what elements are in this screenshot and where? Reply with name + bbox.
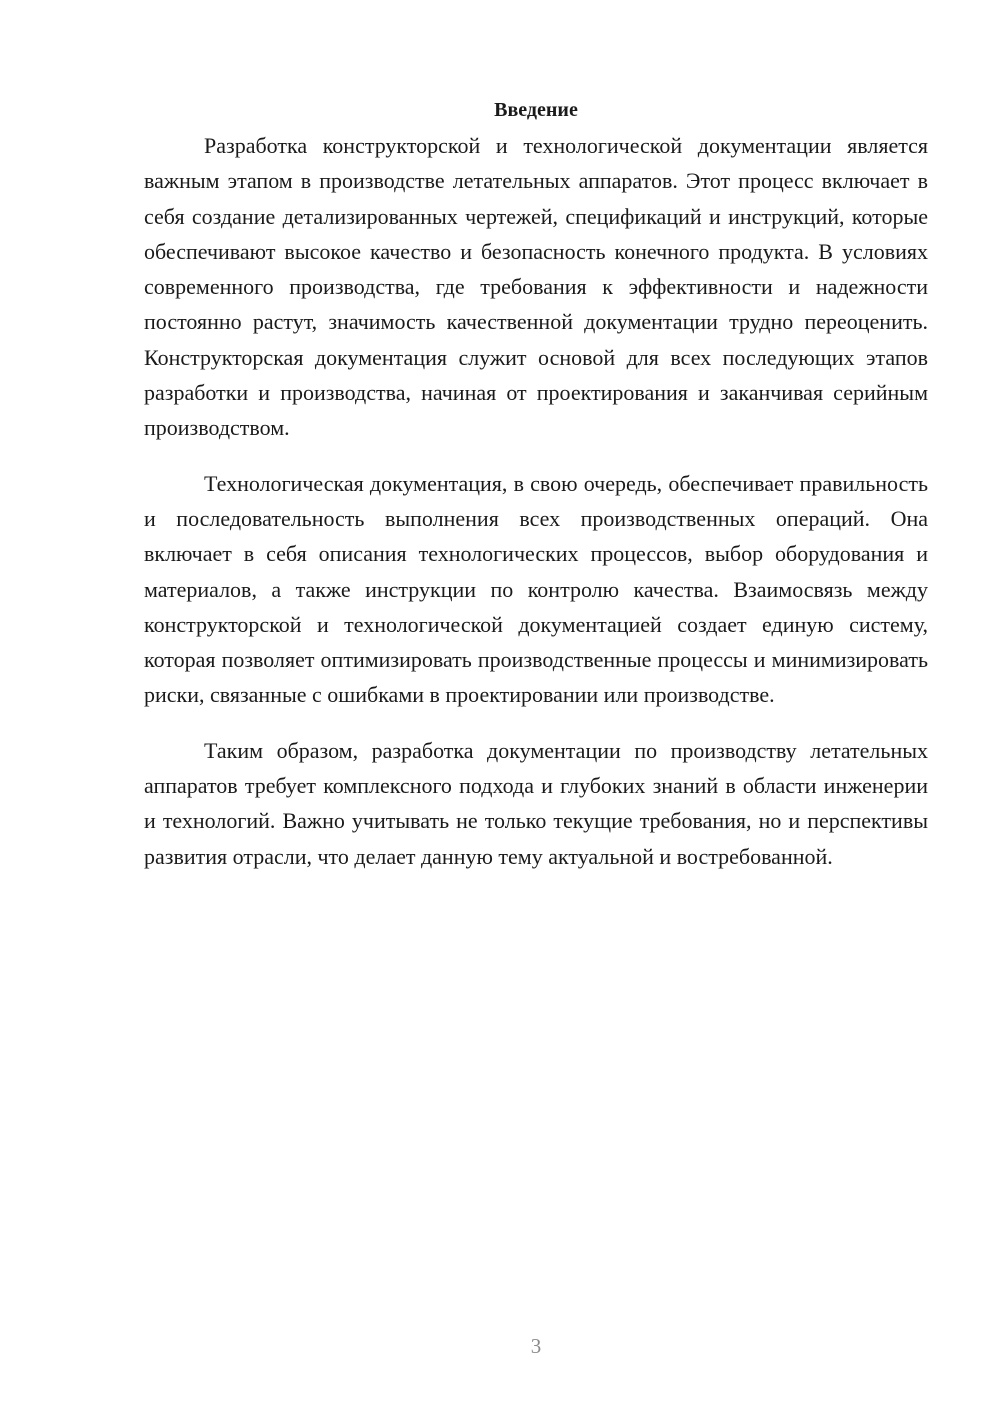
paragraph-1: Разработка конструкторской и технологической документации является важным этапом в производстве летательных аппаратов. Этот процесс включает в себя создание детализированных чертежей, спецификаций и инструкций, которые обеспечивают высокое качество и безопасность конечного продукта. В условиях современного производства, где требования к эффективности и надежности постоянно растут, значимость качественной документации трудно переоценить. Конструкторская документация служит основой для всех последующих этапов разработки и производства, начиная от проектирования и заканчивая серийным производством. bbox=[144, 133, 928, 441]
page-number: 3 bbox=[530, 1334, 542, 1358]
paragraph-2: Технологическая документация, в свою очередь, обеспечивает правильность и последовательность выполнения всех производственных операций. Она включает в себя описания технологических процессов, выбор оборудования и материалов, а также инструкции по контролю качества. Взаимосвязь между конструкторской и технологической документацией создает единую систему, которая позволяет оптимизировать производственные процессы и минимизировать риски, связанные с ошибками в проектировании или производстве. bbox=[144, 470, 928, 708]
page-content bbox=[144, 92, 928, 894]
paragraph-3: Таким образом, разработка документации по производству летательных аппаратов требует комплексного подхода и глубоких знаний в области инженерии и технологий. Важно учитывать не только текущие требования, но и перспективы развития отрасли, что делает данную тему актуальной и востребованной. bbox=[144, 737, 928, 869]
section-title: Введение bbox=[494, 99, 578, 121]
